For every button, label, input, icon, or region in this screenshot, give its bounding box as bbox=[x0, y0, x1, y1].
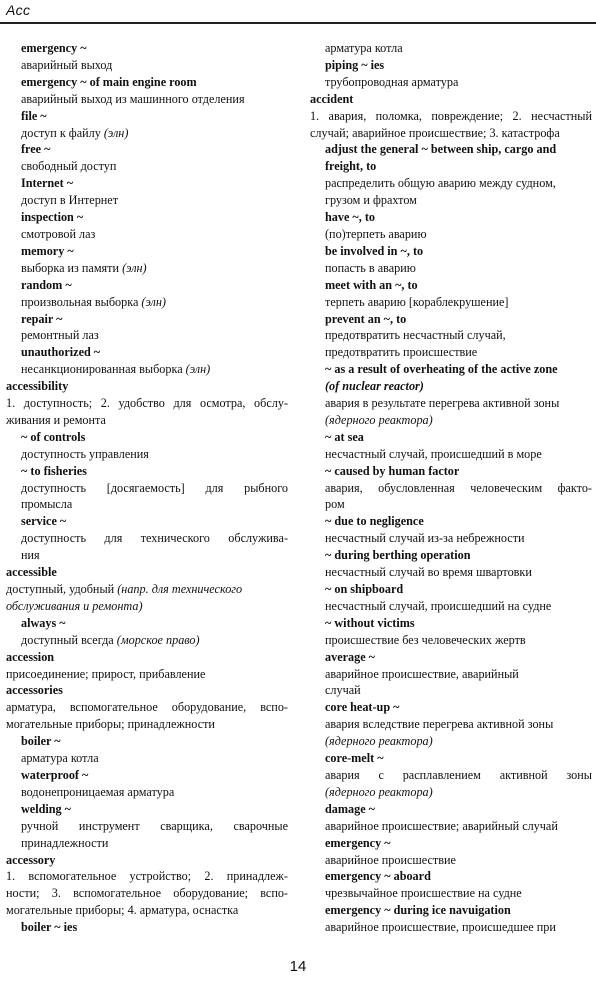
line-text: 1. вспомогательное устройство; 2. принадлеж- bbox=[6, 869, 288, 884]
line-text: доступный, удобный bbox=[6, 582, 115, 596]
entry-definition bbox=[310, 226, 592, 243]
entry-definition bbox=[310, 530, 592, 547]
entry-definition bbox=[310, 344, 592, 361]
line-text: предотвратить несчастный случай, bbox=[325, 328, 506, 343]
line-text: accessible bbox=[6, 565, 57, 580]
entry-definition bbox=[6, 716, 288, 733]
line-text: доступ к файлу bbox=[21, 125, 101, 140]
line-label-italic: (элн) bbox=[182, 362, 211, 377]
line-text: ~ at sea bbox=[325, 429, 364, 444]
entry-headword bbox=[310, 158, 592, 175]
entry-headword bbox=[310, 750, 592, 767]
line-text: аварийное происшествие, происшедшее при bbox=[325, 920, 556, 935]
entry-headword bbox=[310, 615, 592, 632]
line-text: доступность [досягаемость] для рыбного bbox=[21, 480, 288, 495]
entry-definition bbox=[310, 818, 592, 835]
line-text: несчастный случай из-за небрежности bbox=[325, 531, 525, 546]
entry-headword bbox=[310, 581, 592, 598]
entry-definition bbox=[6, 412, 288, 429]
line-text: memory ~ bbox=[21, 243, 74, 258]
line-text: аварийное происшествие; аварийный случай bbox=[325, 818, 558, 833]
entry-definition bbox=[310, 632, 592, 649]
line-label-italic: (морское право) bbox=[113, 632, 200, 647]
entry-headword bbox=[310, 902, 592, 919]
line-text: free ~ bbox=[21, 142, 51, 157]
line-label-italic: (элн) bbox=[100, 125, 129, 140]
entry-headword bbox=[310, 57, 592, 74]
entry-definition bbox=[6, 226, 288, 243]
entry-definition bbox=[6, 91, 288, 108]
line-text: (of nuclear reactor) bbox=[325, 379, 424, 394]
entry-headword bbox=[310, 429, 592, 446]
line-text: 1. доступность; 2. удобство для осмотра, обслу- bbox=[6, 396, 288, 411]
entry-definition bbox=[6, 666, 288, 683]
line-text: арматура, вспомогательное оборудование, вспо- bbox=[6, 700, 288, 715]
entry-definition bbox=[310, 564, 592, 581]
line-text: accessibility bbox=[6, 379, 69, 394]
line-text: core-melt ~ bbox=[325, 751, 384, 766]
header-rule bbox=[0, 22, 596, 24]
entry-definition bbox=[6, 835, 288, 852]
line-text: ром bbox=[325, 497, 345, 512]
entry-definition bbox=[310, 395, 592, 412]
entry-definition bbox=[6, 818, 288, 835]
line-text: принадлежности bbox=[21, 835, 109, 850]
entry-headword bbox=[6, 733, 288, 750]
line-text: аварийное происшествие bbox=[325, 852, 456, 867]
entry-headword bbox=[310, 699, 592, 716]
entry-definition bbox=[310, 294, 592, 311]
entry-definition bbox=[6, 57, 288, 74]
line-text: 1. авария, поломка, повреждение; 2. несчастный bbox=[310, 108, 592, 123]
entry-definition bbox=[310, 496, 592, 513]
line-text: трубопроводная арматура bbox=[325, 74, 459, 89]
line-text: живания и ремонта bbox=[6, 412, 106, 427]
entry-definition bbox=[310, 733, 592, 750]
line-text: file ~ bbox=[21, 108, 47, 123]
line-text: service ~ bbox=[21, 514, 67, 529]
line-text: свободный доступ bbox=[21, 159, 117, 174]
line-text: несчастный случай, происшедший в море bbox=[325, 446, 542, 461]
entry-definition bbox=[310, 716, 592, 733]
entry-definition bbox=[310, 175, 592, 192]
line-text: присоединение; прирост, прибавление bbox=[6, 666, 206, 681]
line-text: ручной инструмент сварщика, сварочные bbox=[21, 818, 288, 833]
line-text: авария вследствие перегрева активной зоны bbox=[325, 717, 554, 732]
entry-definition bbox=[6, 395, 288, 412]
entry-headword bbox=[6, 243, 288, 260]
right-column bbox=[310, 40, 592, 936]
line-text: предотвратить происшествие bbox=[325, 345, 478, 360]
entry-definition bbox=[6, 480, 288, 497]
line-text: доступ в Интернет bbox=[21, 193, 119, 208]
line-text: core heat-up ~ bbox=[325, 700, 400, 715]
entry-definition bbox=[310, 480, 592, 497]
entry-headword bbox=[6, 513, 288, 530]
line-text: доступный всегда bbox=[21, 632, 114, 647]
line-text: random ~ bbox=[21, 277, 72, 292]
entry-headword bbox=[310, 513, 592, 530]
entry-definition bbox=[6, 699, 288, 716]
line-text: ремонтный лаз bbox=[21, 328, 99, 343]
line-text: always ~ bbox=[21, 615, 66, 630]
line-text: случай; аварийное происшествие; 3. катастрофа bbox=[310, 125, 560, 140]
entry-headword bbox=[310, 868, 592, 885]
line-text: be involved in ~, to bbox=[325, 243, 424, 258]
entry-definition bbox=[6, 632, 288, 649]
line-text: попасть в аварию bbox=[325, 260, 416, 275]
line-label-italic: (элн) bbox=[119, 260, 147, 275]
line-text: adjust the general ~ between ship, cargo and bbox=[325, 142, 557, 157]
entry-definition bbox=[310, 192, 592, 209]
line-text: смотровой лаз bbox=[21, 226, 96, 241]
line-text: welding ~ bbox=[21, 801, 72, 816]
line-text: accident bbox=[310, 91, 354, 106]
entry-definition bbox=[310, 919, 592, 936]
entry-headword bbox=[310, 649, 592, 666]
line-text: prevent an ~, to bbox=[325, 311, 407, 326]
line-text: аварийный выход bbox=[21, 57, 113, 72]
entry-definition bbox=[6, 547, 288, 564]
line-text: арматура котла bbox=[21, 751, 99, 766]
line-text: inspection ~ bbox=[21, 210, 84, 225]
line-text: boiler ~ ies bbox=[21, 920, 78, 935]
entry-definition bbox=[310, 767, 592, 784]
entry-headword bbox=[6, 344, 288, 361]
entry-headword bbox=[310, 835, 592, 852]
line-text: могательные приборы; 4. арматура, оснастка bbox=[6, 903, 239, 918]
line-text: ~ without victims bbox=[325, 615, 415, 630]
line-label-italic: (ядерного реактора) bbox=[325, 734, 433, 749]
line-text: emergency ~ bbox=[325, 835, 391, 850]
entry-headword bbox=[310, 311, 592, 328]
line-label-italic: (напр. для технического bbox=[114, 582, 243, 596]
entry-definition bbox=[310, 784, 592, 801]
entry-definition bbox=[6, 902, 288, 919]
line-text: распределить общую аварию между судном, bbox=[325, 176, 556, 191]
line-text: грузом и фрахтом bbox=[325, 193, 417, 208]
entry-headword bbox=[6, 175, 288, 192]
line-text: происшествие без человеческих жертв bbox=[325, 632, 526, 647]
entry-definition bbox=[6, 158, 288, 175]
entry-headword bbox=[310, 141, 592, 158]
line-text: ~ to fisheries bbox=[21, 463, 87, 478]
entry-headword bbox=[6, 682, 288, 699]
line-text: выборка из памяти bbox=[21, 260, 120, 275]
entry-headword bbox=[6, 615, 288, 632]
line-text: ~ on shipboard bbox=[325, 582, 404, 596]
line-text: average ~ bbox=[325, 649, 375, 664]
line-text: чрезвычайное происшествие на судне bbox=[325, 886, 522, 901]
entry-definition bbox=[6, 327, 288, 344]
line-text: аварийное происшествие, аварийный bbox=[325, 666, 519, 681]
entry-definition bbox=[6, 598, 288, 615]
line-text: ~ caused by human factor bbox=[325, 463, 460, 478]
entry-headword bbox=[310, 801, 592, 818]
line-label-italic: (ядерного реактора) bbox=[325, 784, 433, 799]
entry-definition bbox=[310, 412, 592, 429]
entry-headword bbox=[6, 141, 288, 158]
line-text: несчастный случай, происшедший на судне bbox=[325, 598, 552, 613]
entry-headword bbox=[6, 463, 288, 480]
entry-definition bbox=[310, 598, 592, 615]
line-text: промысла bbox=[21, 497, 73, 512]
entry-definition bbox=[310, 125, 592, 142]
entry-definition bbox=[6, 581, 288, 598]
line-text: repair ~ bbox=[21, 311, 63, 326]
entry-headword bbox=[6, 40, 288, 57]
line-text: ~ as a result of overheating of the active zone bbox=[325, 362, 558, 377]
line-text: авария в результате перегрева активной зоны bbox=[325, 396, 560, 411]
line-text: случай bbox=[325, 683, 361, 698]
line-text: доступность управления bbox=[21, 446, 149, 461]
left-column bbox=[6, 40, 288, 936]
entry-headword bbox=[310, 463, 592, 480]
entry-definition bbox=[310, 446, 592, 463]
page-number: 14 bbox=[289, 958, 307, 975]
line-text: несанкционированная выборка bbox=[21, 362, 183, 377]
line-label-italic: (ядерного реактора) bbox=[325, 412, 433, 427]
entry-definition bbox=[6, 260, 288, 277]
entry-definition bbox=[6, 885, 288, 902]
line-text: emergency ~ during ice navuigation bbox=[325, 903, 511, 918]
line-label-italic: обслуживания и ремонта) bbox=[6, 598, 143, 613]
entry-headword bbox=[310, 547, 592, 564]
line-text: freight, to bbox=[325, 159, 377, 174]
entry-headword bbox=[310, 277, 592, 294]
entry-definition bbox=[310, 682, 592, 699]
entry-headword bbox=[6, 277, 288, 294]
entry-definition bbox=[6, 530, 288, 547]
entry-headword bbox=[6, 852, 288, 869]
line-text: ~ due to negligence bbox=[325, 514, 424, 529]
line-text: ности; 3. вспомогательное оборудование; вспо- bbox=[6, 886, 288, 901]
entry-definition bbox=[310, 327, 592, 344]
line-text: unauthorized ~ bbox=[21, 345, 101, 360]
line-text: могательные приборы; принадлежности bbox=[6, 717, 215, 732]
line-text: ~ of controls bbox=[21, 429, 86, 444]
line-text: piping ~ ies bbox=[325, 57, 385, 72]
line-text: ~ during berthing operation bbox=[325, 548, 471, 563]
entry-definition bbox=[6, 784, 288, 801]
entry-headword bbox=[310, 378, 592, 395]
entry-definition bbox=[310, 40, 592, 57]
entry-definition bbox=[310, 852, 592, 869]
line-text: emergency ~ bbox=[21, 41, 87, 55]
entry-headword bbox=[6, 564, 288, 581]
entry-definition bbox=[6, 294, 288, 311]
entry-definition bbox=[310, 260, 592, 277]
entry-definition bbox=[310, 74, 592, 91]
line-text: (по)терпеть аварию bbox=[325, 226, 427, 241]
line-label-italic: (элн) bbox=[138, 294, 166, 309]
entry-definition bbox=[310, 108, 592, 125]
entry-headword bbox=[6, 108, 288, 125]
entry-headword bbox=[6, 429, 288, 446]
line-text: доступность для технического обслужива- bbox=[21, 531, 288, 546]
line-text: аварийный выход из машинного отделения bbox=[21, 91, 245, 106]
line-text: meet with an ~, to bbox=[325, 277, 418, 292]
line-text: авария, обусловленная человеческим факто- bbox=[325, 480, 592, 495]
entry-definition bbox=[6, 125, 288, 142]
line-text: accession bbox=[6, 649, 55, 664]
line-text: Internet ~ bbox=[21, 176, 74, 191]
line-text: терпеть аварию [кораблекрушение] bbox=[325, 294, 509, 309]
entry-definition bbox=[6, 192, 288, 209]
line-text: несчастный случай во время швартовки bbox=[325, 565, 532, 580]
line-text: произвольная выборка bbox=[21, 294, 139, 309]
line-text: арматура котла bbox=[325, 41, 403, 55]
line-text: accessories bbox=[6, 683, 63, 698]
entry-definition bbox=[6, 496, 288, 513]
line-text: damage ~ bbox=[325, 801, 376, 816]
entry-headword bbox=[6, 919, 288, 936]
line-text: авария с расплавлением активной зоны bbox=[325, 767, 592, 782]
entry-headword bbox=[310, 209, 592, 226]
running-head: Acc bbox=[6, 2, 31, 18]
entry-definition bbox=[6, 868, 288, 885]
entry-headword bbox=[6, 649, 288, 666]
entry-definition bbox=[310, 666, 592, 683]
line-text: accessory bbox=[6, 852, 56, 867]
entry-definition bbox=[310, 885, 592, 902]
entry-definition bbox=[6, 361, 288, 378]
line-text: have ~, to bbox=[325, 210, 376, 225]
entry-headword bbox=[310, 91, 592, 108]
line-text: ния bbox=[21, 548, 40, 563]
entry-headword bbox=[6, 74, 288, 91]
entry-headword bbox=[310, 361, 592, 378]
line-text: waterproof ~ bbox=[21, 767, 89, 782]
entry-headword bbox=[310, 243, 592, 260]
entry-headword bbox=[6, 801, 288, 818]
entry-headword bbox=[6, 209, 288, 226]
entry-headword bbox=[6, 378, 288, 395]
entry-headword bbox=[6, 767, 288, 784]
line-text: водонепроницаемая арматура bbox=[21, 784, 175, 799]
line-text: emergency ~ of main engine room bbox=[21, 74, 197, 89]
line-text: boiler ~ bbox=[21, 734, 61, 749]
line-text: emergency ~ aboard bbox=[325, 869, 431, 884]
entry-headword bbox=[6, 311, 288, 328]
entry-definition bbox=[6, 446, 288, 463]
entry-definition bbox=[6, 750, 288, 767]
